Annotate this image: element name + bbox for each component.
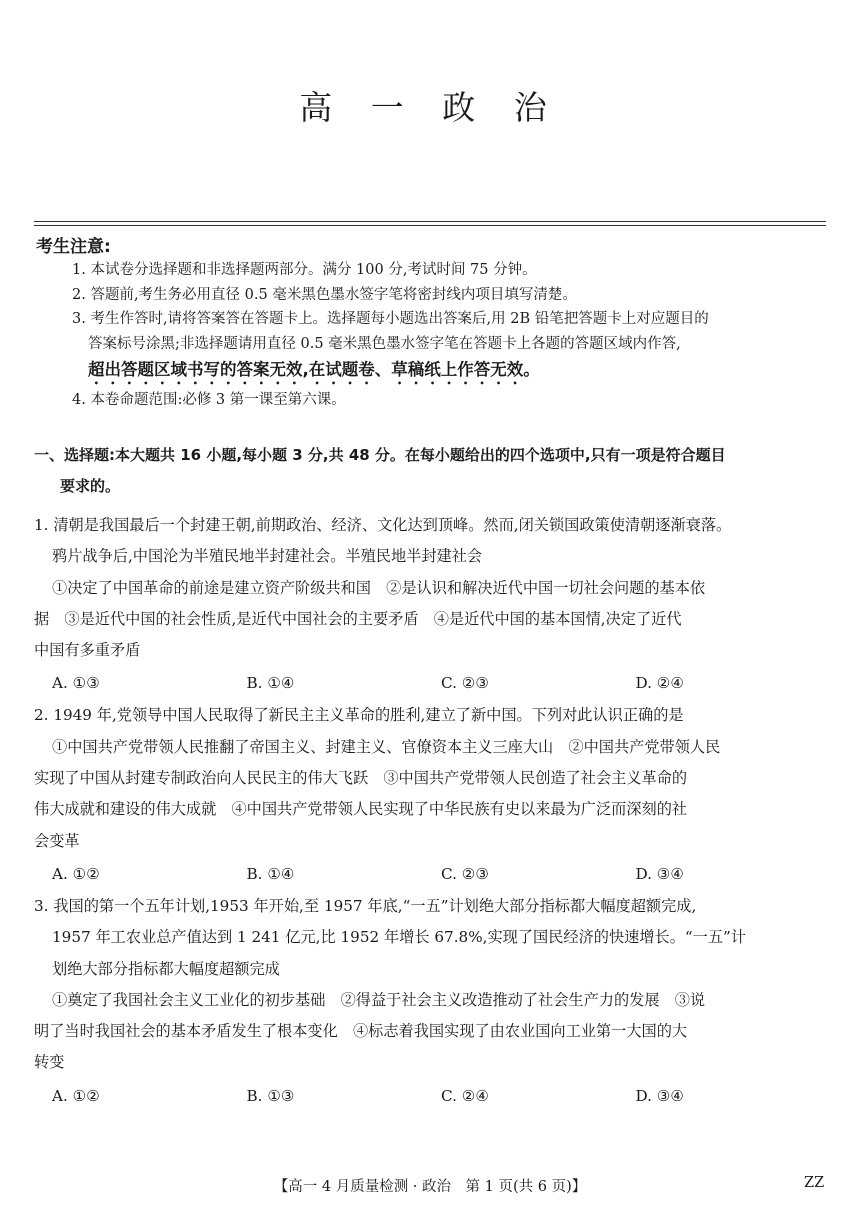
notice-item: 1. 本试卷分选择题和非选择题两部分。满分 100 分,考试时间 75 分钟。 (72, 262, 537, 278)
footer-code: ZZ (804, 1175, 825, 1191)
question-option-text: 伟大成就和建设的伟大成就 ④中国共产党带领人民实现了中华民族有史以来最为广泛而深刻的社 (34, 800, 688, 819)
choice-b: B. ①④ (246, 674, 295, 693)
section-heading-line: 要求的。 (60, 477, 121, 495)
question-stem: 划绝大部分指标都大幅度超额完成 (52, 959, 280, 978)
choice-c: C. ②③ (441, 864, 489, 883)
choice-d: D. ②④ (635, 674, 685, 693)
question-option-text: 实现了中国从封建专制政治向人民民主的伟大飞跃 ③中国共产党带领人民创造了社会主义革命的 (34, 769, 688, 788)
choice-d: D. ③④ (635, 864, 685, 883)
question-option-text: 据 ③是近代中国的社会性质,是近代中国社会的主要矛盾 ④是近代中国的基本国情,决定了近代 (34, 609, 682, 628)
choice-a: A. ①② (52, 1086, 100, 1105)
choice-b: B. ①③ (246, 1086, 295, 1105)
choice-b: B. ①④ (246, 864, 295, 883)
notice-warning: 超出答题区域书写的答案无效,在试题卷、草稿纸上作答无效。 (88, 360, 540, 379)
question-option-text: ①奠定了我国社会主义工业化的初步基础 ②得益于社会主义改造推动了社会生产力的发展 ③说 (52, 990, 706, 1009)
choice-a: A. ①③ (52, 674, 100, 693)
choice-a: A. ①② (52, 864, 100, 883)
question-option-text: 会变革 (34, 831, 80, 850)
question-option-text: 明了当时我国社会的基本矛盾发生了根本变化 ④标志着我国实现了由农业国向工业第一大国的大 (34, 1022, 688, 1041)
notice-item: 4. 本卷命题范围:必修 3 第一课至第六课。 (72, 392, 346, 408)
question-option-text: 中国有多重矛盾 (34, 641, 141, 660)
question-stem: 3. 我国的第一个五年计划,1953 年开始,至 1957 年底,“一五”计划绝大部分指标都大幅度超额完成, (34, 896, 697, 915)
question-2 (34, 700, 830, 890)
question-stem: 鸦片战争后,中国沦为半殖民地半封建社会。半殖民地半封建社会 (52, 547, 483, 566)
section-heading (34, 440, 834, 502)
section-heading-line: 一、选择题:本大题共 16 小题,每小题 3 分,共 48 分。在每小题给出的四个选项中,只有一项是符合题目 (34, 446, 726, 464)
notice-item: 2. 答题前,考生务必用直径 0.5 毫米黑色墨水签字笔将密封线内项目填写清楚。 (72, 286, 577, 303)
answer-choices (34, 666, 830, 700)
question-stem: 1957 年工农业总产值达到 1 241 亿元,比 1952 年增长 67.8%,实现了国民经济的快速增长。“一五”计 (52, 928, 746, 947)
page-footer: 【高一 4 月质量检测 · 政治 第 1 页(共 6 页)】 (273, 1179, 587, 1195)
question-option-text: ①决定了中国革命的前途是建立资产阶级共和国 ②是认识和解决近代中国一切社会问题的基本依 (52, 578, 706, 597)
question-option-text: ①中国共产党带领人民推翻了帝国主义、封建主义、官僚资本主义三座大山 ②中国共产党带领人民 (52, 737, 721, 756)
answer-choices (34, 857, 830, 891)
notice-list (72, 258, 832, 413)
question-stem: 1. 清朝是我国最后一个封建王朝,前期政治、经济、文化达到顶峰。然而,闭关锁国政策使清朝逐渐衰落。 (34, 516, 732, 534)
choice-d: D. ③④ (635, 1086, 685, 1105)
header-rule-thick (34, 221, 826, 222)
page-title: 高 一 政 治 (299, 88, 561, 127)
header-rule-thin (34, 225, 826, 226)
question-stem: 2. 1949 年,党领导中国人民取得了新民主主义革命的胜利,建立了新中国。下列对此认识正确的是 (34, 706, 684, 725)
answer-choices (34, 1079, 830, 1113)
question-option-text: 转变 (34, 1053, 65, 1072)
question-3 (34, 891, 830, 1113)
choice-c: C. ②③ (441, 674, 489, 693)
notice-item: 答案标号涂黑;非选择题请用直径 0.5 毫米黑色墨水签字笔在答题卡上各题的答题区域内作答, (88, 335, 681, 352)
notice-item: 3. 考生作答时,请将答案答在答题卡上。选择题每小题选出答案后,用 2B 铅笔把答题卡上对应题目的 (72, 311, 709, 327)
notice-heading: 考生注意: (36, 237, 111, 257)
question-list (34, 510, 830, 1113)
question-1 (34, 510, 830, 700)
choice-c: C. ②④ (441, 1086, 489, 1105)
